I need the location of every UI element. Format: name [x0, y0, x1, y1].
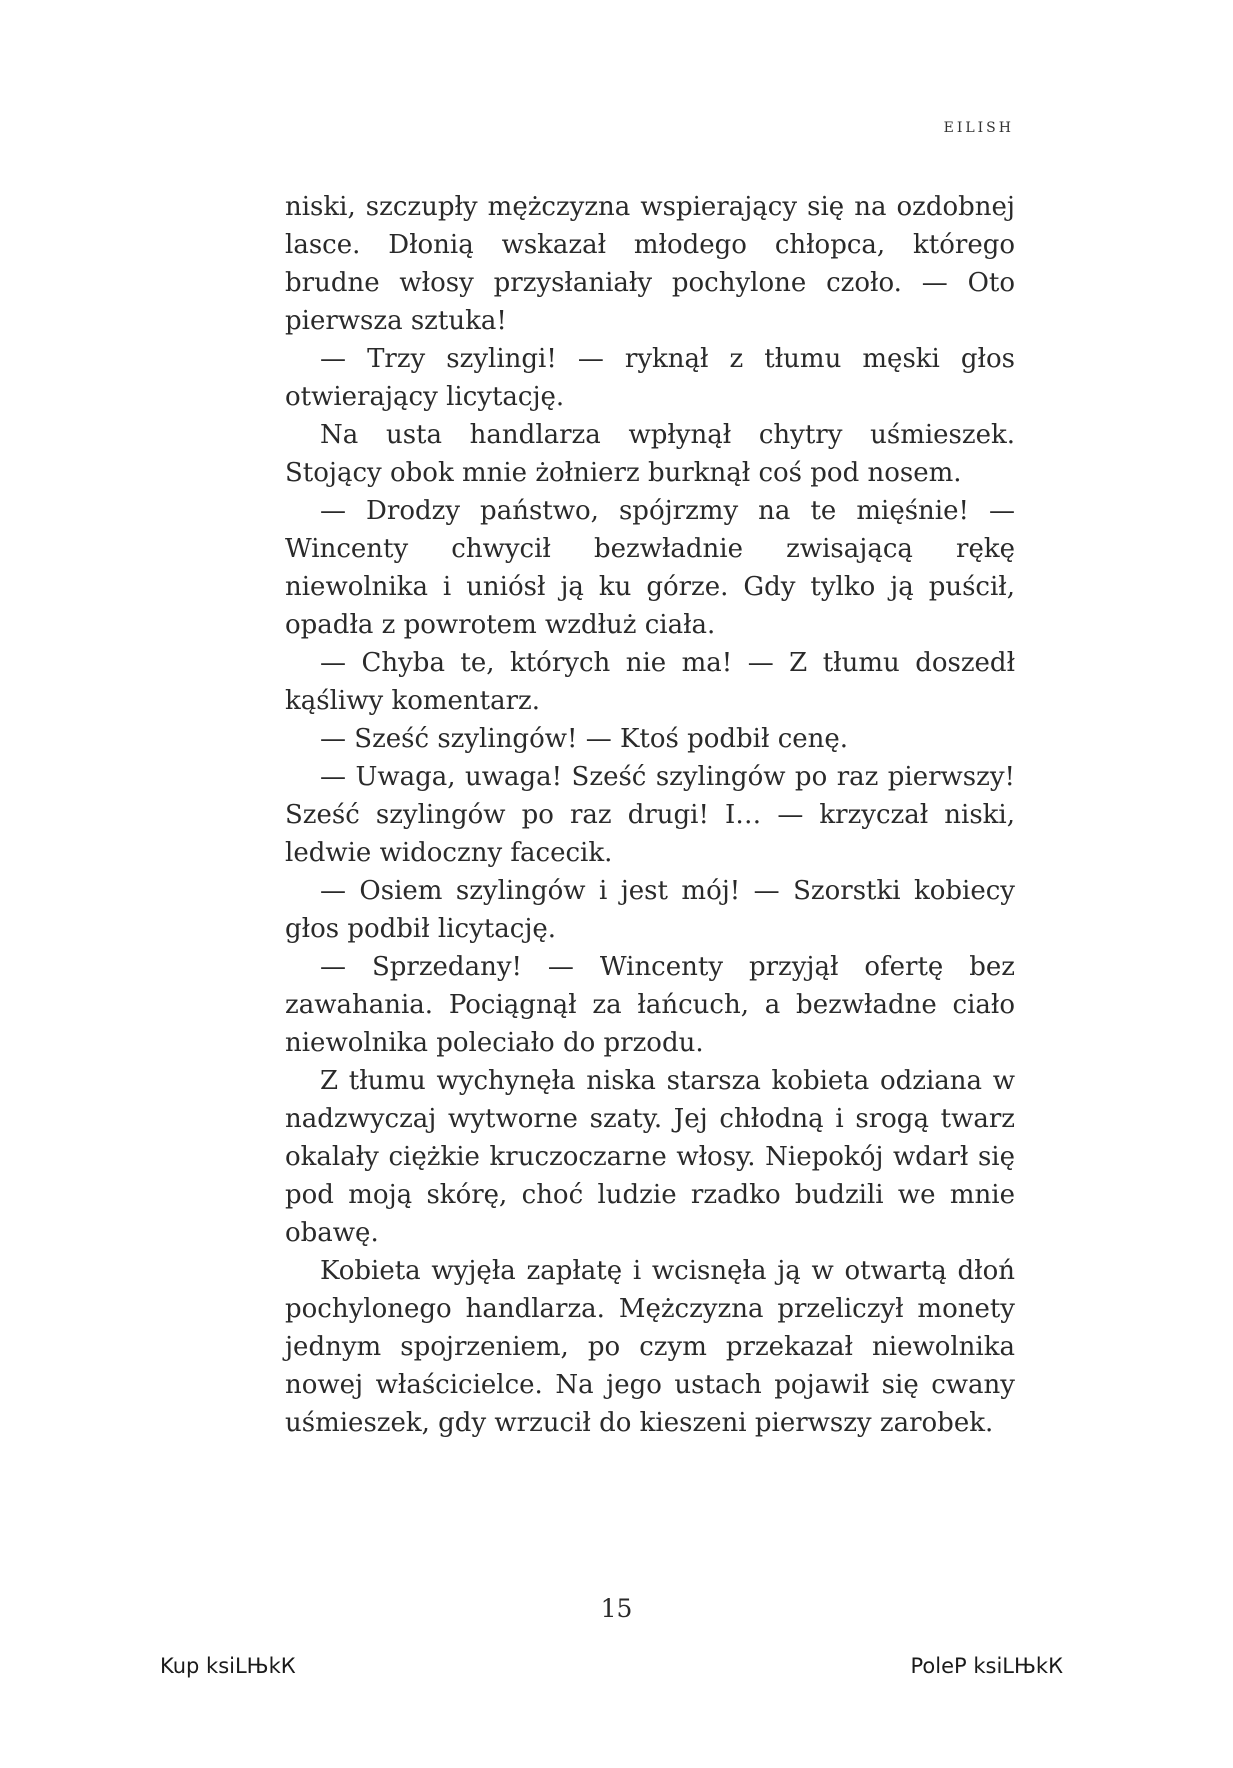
paragraph: — Drodzy państwo, spójrzmy na te mięśnie! — Wincenty chwycił bezwładnie zwisającą rękę niewolnika i uniósł ją ku górze. Gdy tylko ją puścił, opadła z powrotem wzdłuż ciała.	[285, 496, 1015, 640]
paragraph: — Trzy szylingi! — ryknął z tłumu męski głos otwierający licytację.	[285, 344, 1015, 412]
page-number: 15	[600, 1594, 633, 1623]
paragraph: Z tłumu wychynęła niska starsza kobieta odziana w nadzwyczaj wytworne szaty. Jej chłodną i srogą twarz okalały ciężkie kruczoczarne włosy. Niepokój wdarł się pod moją skórę, choć ludzie rzadko budzili we mnie obawę.	[285, 1066, 1015, 1248]
page-body-text	[285, 188, 1015, 1442]
paragraph: — Chyba te, których nie ma! — Z tłumu doszedł kąśliwy komentarz.	[285, 648, 1015, 716]
paragraph: niski, szczupły mężczyzna wspierający się na ozdobnej lasce. Dłonią wskazał młodego chłopca, którego brudne włosy przysłaniały pochylone czoło. — Oto pierwsza sztuka!	[285, 192, 1015, 336]
paragraph: — Osiem szylingów i jest mój! — Szorstki kobiecy głos podbił licytację.	[285, 876, 1015, 944]
paragraph: Na usta handlarza wpłynął chytry uśmieszek. Stojący obok mnie żołnierz burknął coś pod nosem.	[285, 420, 1015, 488]
paragraph: Kobieta wyjęła zapłatę i wcisnęła ją w otwartą dłoń pochylonego handlarza. Mężczyzna przeliczył monety jednym spojrzeniem, po czym przekazał niewolnika nowej właścicielce. Na jego ustach pojawił się cwany uśmieszek, gdy wrzucił do kieszeni pierwszy zarobek.	[285, 1256, 1015, 1438]
recommend-book-link[interactable]: PoleР ksiLЊkК	[910, 1654, 1063, 1678]
paragraph: — Uwaga, uwaga! Sześć szylingów po raz pierwszy! Sześć szylingów po raz drugi! I… — krzyczał niski, ledwie widoczny facecik.	[285, 762, 1015, 868]
paragraph: — Sześć szylingów! — Ktoś podbił cenę.	[320, 724, 849, 754]
running-header: EILISH	[943, 120, 1014, 136]
buy-book-link[interactable]: Kup ksiLЊkК	[160, 1654, 296, 1678]
paragraph: — Sprzedany! — Wincenty przyjął ofertę bez zawahania. Pociągnął za łańcuch, a bezwładne ciało niewolnika poleciało do przodu.	[285, 952, 1015, 1058]
